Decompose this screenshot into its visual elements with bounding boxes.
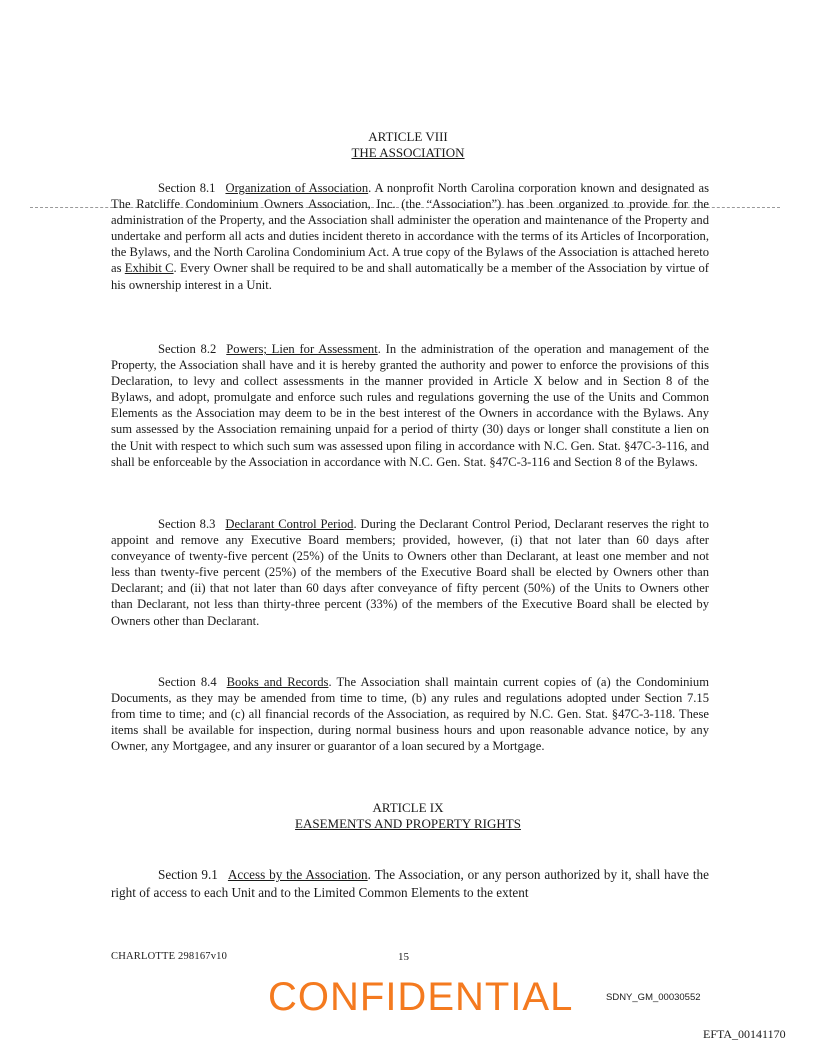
article-8-number: ARTICLE VIII [368,129,448,144]
section-8-3-number: Section 8.3 [158,517,216,531]
footer-document-id: CHARLOTTE 298167v10 [111,951,228,962]
article-9-number: ARTICLE IX [372,800,444,815]
section-9-1-body: . The Association, or any person authorized by it, shall have the right of access to each Unit and to the Limited Common Elements to the extent [111,867,709,900]
article-9-title [0,816,816,832]
section-8-4 [111,674,709,754]
confidential-stamp: CONFIDENTIAL [268,975,574,1019]
section-8-3-title: Declarant Control Period [225,517,354,531]
efta-number: EFTA_00141170 [703,1027,786,1041]
section-8-4-title: Books and Records [226,675,329,689]
section-9-1-number: Section 9.1 [158,867,218,882]
section-8-2-number: Section 8.2 [158,342,217,356]
section-8-2 [111,341,709,470]
section-8-1-body-a: . A nonprofit North Carolina corporation known and designated as The Ratcliffe Condominium Owners Association, Inc. (the “Association”) has been organized to provide for the administration of the Property, and the Association shall administer the operation and maintenance of the Property and undertake and perform all acts and duties incident thereto in accordance with the terms of its Articles of Incorporation, the Bylaws, and the North Carolina Condominium Act. A true copy of the Bylaws of the Association is attached hereto as [111,181,709,276]
section-8-1-body-b: . Every Owner shall be required to be and shall automatically be a member of the Association by virtue of his ownership interest in a Unit. [111,261,709,292]
section-8-4-body: . The Association shall maintain current copies of (a) the Condominium Documents, as they may be amended from time to time, (b) any rules and regulations adopted under Section 7.15 from time to time; and (c) all financial records of the Association, as required by N.C. Gen. Stat. §47C-3-118. These items shall be available for inspection, during normal business hours and upon reasonable advance notice, by any Owner, any Mortgagee, and any insurer or guarantor of a loan secured by a Mortgage. [111,675,710,754]
section-9-1-title: Access by the Association [227,867,368,882]
article-8-title-text: THE ASSOCIATION [351,145,465,160]
section-8-3 [111,516,709,629]
section-8-4-number: Section 8.4 [158,675,217,689]
section-9-1 [111,866,709,902]
section-8-2-title: Powers; Lien for Assessment [226,342,378,356]
section-8-1-number: Section 8.1 [158,181,216,195]
section-8-1 [111,180,709,293]
footer-page-number: 15 [398,951,409,963]
section-8-3-body: . During the Declarant Control Period, Declarant reserves the right to appoint and remove any Executive Board members; provided, however, (i) that not later than 60 days after conveyance of twenty-five percent (25%) of the Units to Owners other than Declarant, at least one member and not less than twenty-five percent (25%) of the members of the Executive Board shall be elected by Owners other than Declarant; and (ii) that not later than 60 days after conveyance of fifty percent (50%) of the Units to Owners other than Declarant, not less than thirty-three percent (33%) of the members of the Executive Board shall be elected by Owners other than Declarant. [111,517,709,628]
section-8-1-title: Organization of Association [225,181,369,195]
article-8-title [0,145,816,161]
exhibit-c-reference: Exhibit C [124,261,174,276]
section-8-2-body: . In the administration of the operation and management of the Property, the Association shall have and it is hereby granted the authority and power to enforce the provisions of this Declaration, to levy and collect assessments in the manner provided in Article X below and in Section 8 of the Bylaws, and adopt, promulgate and enforce such rules and regulations governing the use of the Units and Common Elements as the Association may deem to be in the best interest of the Owners in accordance with the Bylaws. Any sum assessed by the Association remaining unpaid for a period of thirty (30) days or longer shall constitute a lien on the Unit with respect to which such sum was assessed upon filing in accordance with N.C. Gen. Stat. §47C-3-116, and shall be enforceable by the Association in accordance with N.C. Gen. Stat. §47C-3-116 and Section 8 of the Bylaws. [111,342,709,469]
article-9-title-text: EASEMENTS AND PROPERTY RIGHTS [295,816,521,831]
bates-number: SDNY_GM_00030552 [606,992,701,1003]
